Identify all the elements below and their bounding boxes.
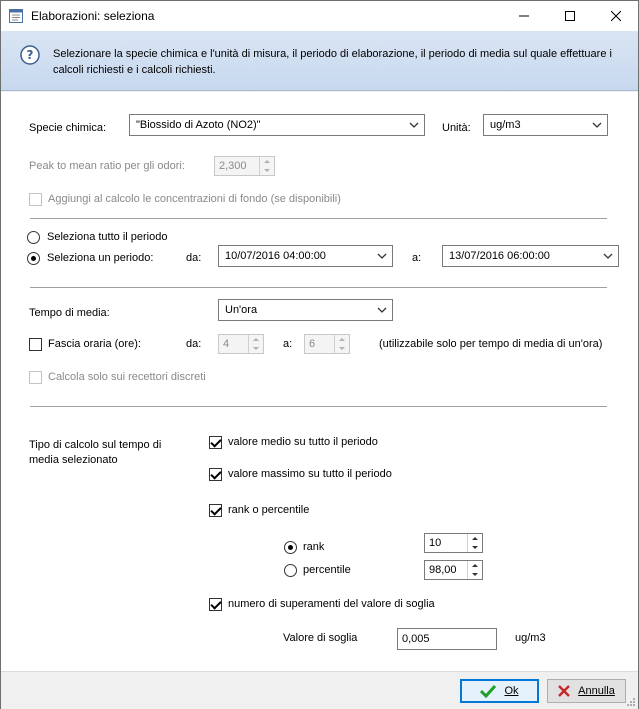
title-bar[interactable] [1, 1, 638, 31]
chevron-down-icon [408, 119, 420, 131]
spin-down-icon [468, 570, 482, 579]
peak-ratio-label: Peak to mean ratio per gli odori: [29, 160, 185, 172]
info-text: Selezionare la specie chimica e l'unità di misura, il periodo di elaborazione, il periodo di media sul quale effettuare i calcoli richiesti e i calcoli richiesti. [53, 48, 612, 76]
percentile-value: 98,00 [429, 564, 457, 576]
background-label: Aggiungi al calcolo le concentrazioni di fondo (se disponibili) [48, 193, 341, 205]
spin-down-icon [260, 166, 274, 175]
calc-exceed-label: numero di superamenti del valore di soglia [228, 598, 435, 610]
hour-band-from-label: da: [186, 338, 202, 350]
averaging-label: Tempo di media: [29, 307, 110, 319]
threshold-input[interactable] [397, 628, 497, 650]
peak-ratio-stepper[interactable] [214, 156, 275, 176]
percentile-stepper[interactable] [424, 560, 483, 580]
period-to-picker[interactable] [442, 245, 619, 267]
calc-rank-checkbox[interactable] [209, 504, 222, 517]
averaging-combo[interactable] [218, 299, 393, 321]
resize-grip-icon[interactable] [626, 697, 636, 707]
minimize-button[interactable] [501, 1, 547, 31]
period-from-label: da: [186, 252, 202, 264]
hour-band-from-spin-buttons[interactable] [248, 335, 263, 353]
calc-type-label: Tipo di calcolo sul tempo di media selezionato [29, 439, 162, 466]
calc-mean-checkbox[interactable] [209, 436, 222, 449]
peak-ratio-spin-buttons[interactable] [259, 157, 274, 175]
period-to-value: 13/07/2016 06:00:00 [449, 250, 550, 262]
hour-band-label: Fascia oraria (ore): [48, 338, 141, 350]
hour-band-to-stepper[interactable] [304, 334, 350, 354]
species-combo-value: "Biossido di Azoto (NO2)" [136, 119, 261, 131]
maximize-icon [565, 11, 575, 21]
spin-down-icon [249, 344, 263, 353]
species-combo[interactable] [129, 114, 425, 136]
hour-band-to-value: 6 [309, 338, 316, 350]
check-icon [480, 684, 496, 698]
rank-radio[interactable] [284, 541, 297, 554]
chevron-down-icon [376, 304, 388, 316]
percentile-spin-buttons[interactable] [467, 561, 482, 579]
chevron-down-icon [591, 119, 603, 131]
period-all-radio[interactable] [27, 231, 40, 244]
spin-up-icon [468, 561, 482, 570]
maximize-button[interactable] [547, 1, 593, 31]
rank-stepper[interactable] [424, 533, 483, 553]
period-range-radio[interactable] [27, 252, 40, 265]
period-from-picker[interactable] [218, 245, 393, 267]
chevron-down-icon [376, 250, 388, 262]
spin-up-icon [249, 335, 263, 344]
separator [30, 406, 607, 407]
hour-band-to-label: a: [283, 338, 293, 350]
spin-down-icon [335, 344, 349, 353]
info-panel [1, 31, 638, 91]
averaging-combo-value: Un'ora [225, 304, 258, 316]
window-title: Elaborazioni: seleziona [31, 9, 155, 23]
calc-rank-label: rank o percentile [228, 504, 310, 516]
info-icon [19, 44, 41, 66]
dialog-footer [1, 671, 638, 709]
minimize-icon [519, 11, 529, 21]
period-to-label: a: [412, 252, 422, 264]
threshold-value: 0,005 [402, 633, 430, 645]
background-checkbox[interactable] [29, 193, 42, 206]
ok-button[interactable] [460, 679, 539, 703]
threshold-unit: ug/m3 [515, 632, 546, 644]
spin-up-icon [335, 335, 349, 344]
rank-spin-buttons[interactable] [467, 534, 482, 552]
svg-text:?: ? [26, 48, 34, 62]
period-from-value: 10/07/2016 04:00:00 [225, 250, 326, 262]
discrete-receptors-label: Calcola solo sui recettori discreti [48, 371, 206, 383]
percentile-radio-label: percentile [303, 564, 351, 576]
separator [30, 287, 607, 288]
discrete-receptors-checkbox[interactable] [29, 371, 42, 384]
hour-band-note: (utilizzabile solo per tempo di media di un'ora) [379, 338, 603, 350]
threshold-label: Valore di soglia [283, 632, 358, 644]
period-all-label: Seleziona tutto il periodo [47, 231, 168, 243]
chevron-down-icon [602, 250, 614, 262]
spin-up-icon [468, 534, 482, 543]
percentile-radio[interactable] [284, 564, 297, 577]
ok-button-label: Ok [504, 685, 519, 697]
period-range-label: Seleziona un periodo: [47, 252, 154, 264]
hour-band-checkbox[interactable] [29, 338, 42, 351]
calc-exceed-checkbox[interactable] [209, 598, 222, 611]
rank-value: 10 [429, 537, 442, 549]
unit-combo[interactable] [483, 114, 608, 136]
peak-ratio-value: 2,300 [219, 160, 247, 172]
unit-label: Unità: [442, 122, 471, 134]
hour-band-from-stepper[interactable] [218, 334, 264, 354]
spin-up-icon [260, 157, 274, 166]
calc-max-label: valore massimo su tutto il periodo [228, 468, 392, 480]
rank-radio-label: rank [303, 541, 325, 553]
species-label: Specie chimica: [29, 122, 107, 134]
hour-band-from-value: 4 [223, 338, 230, 350]
unit-combo-value: ug/m3 [490, 119, 521, 131]
cancel-x-icon [558, 685, 570, 697]
close-icon [611, 11, 621, 21]
hour-band-to-spin-buttons[interactable] [334, 335, 349, 353]
app-window-icon [9, 9, 23, 23]
main-content [1, 92, 638, 671]
close-button[interactable] [593, 1, 639, 31]
separator [30, 218, 607, 219]
calc-mean-label: valore medio su tutto il periodo [228, 436, 378, 448]
spin-down-icon [468, 543, 482, 552]
calc-max-checkbox[interactable] [209, 468, 222, 481]
cancel-button-label: Annulla [578, 685, 615, 697]
cancel-button[interactable] [547, 679, 626, 703]
